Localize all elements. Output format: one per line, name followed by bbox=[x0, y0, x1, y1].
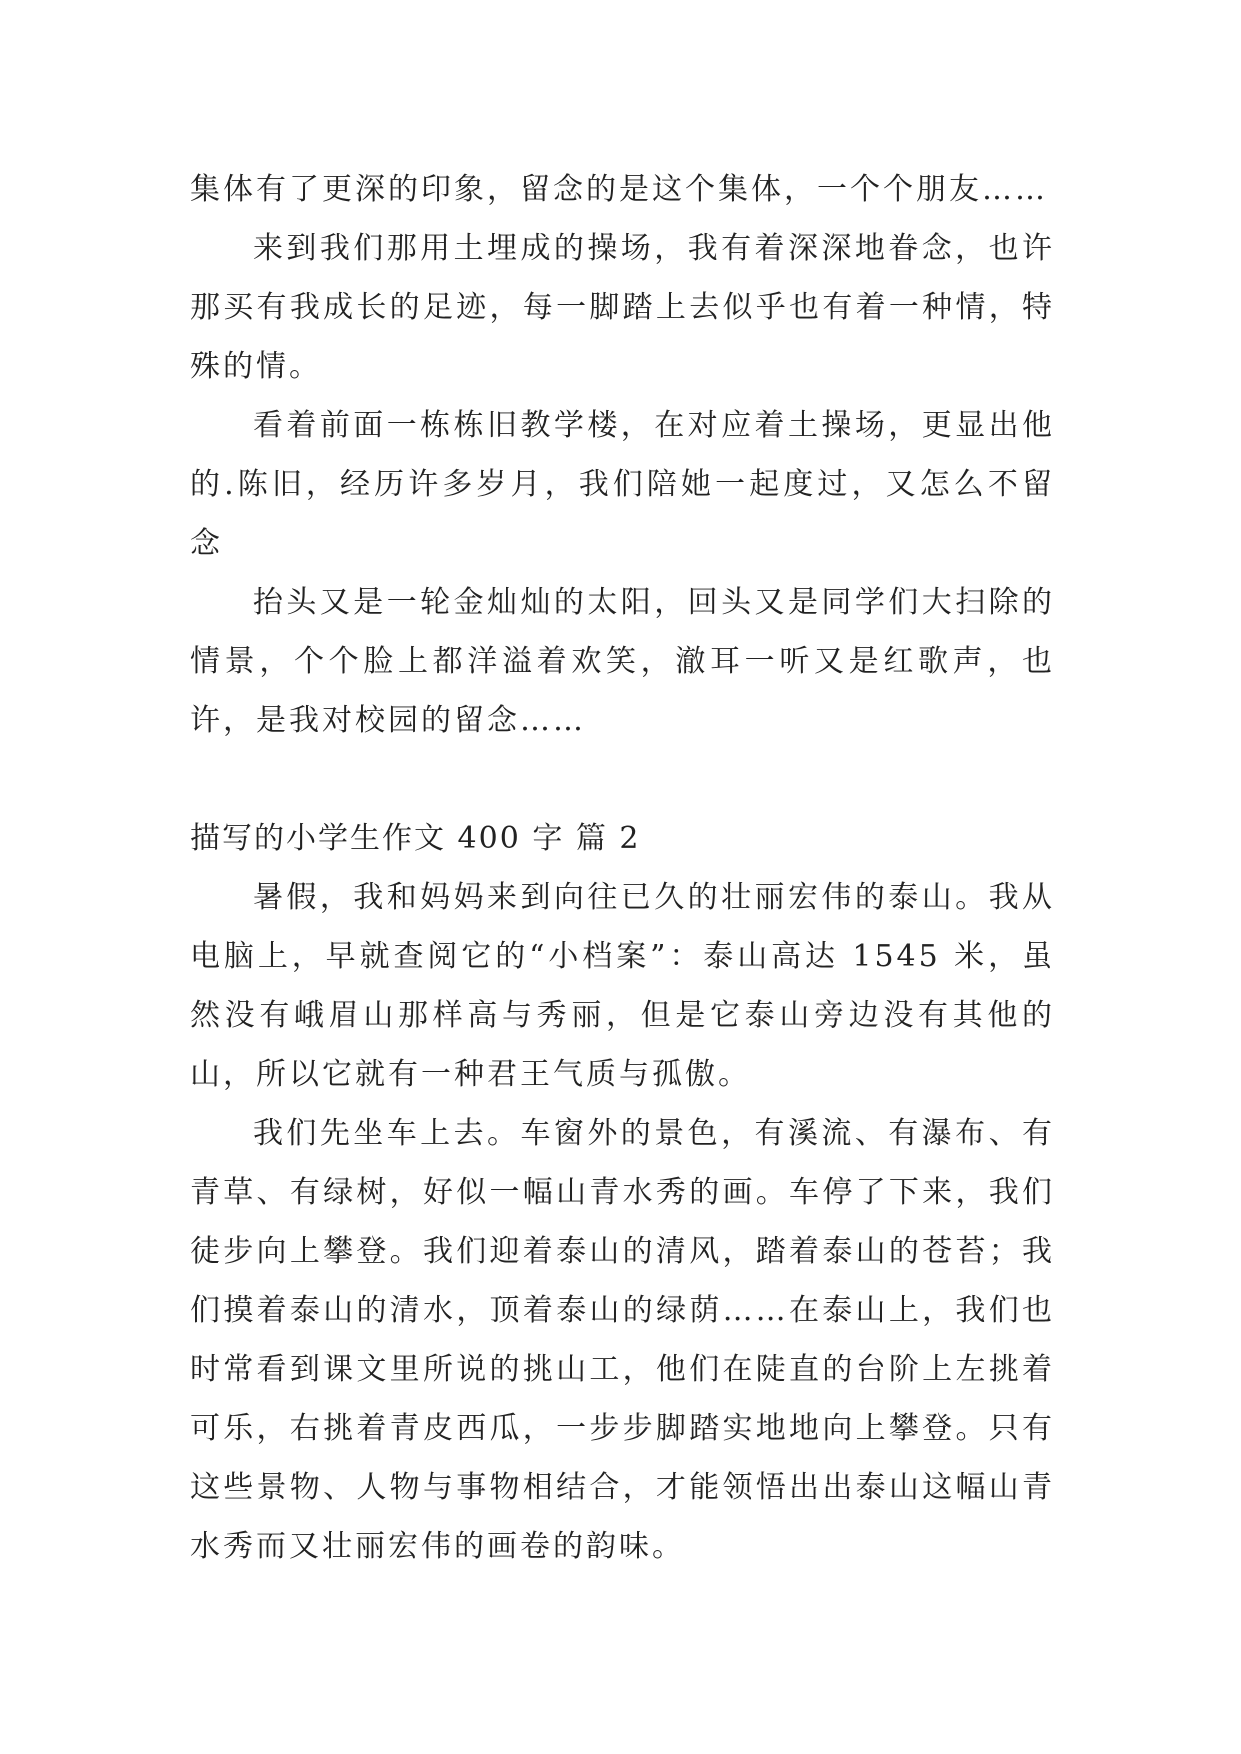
paragraph-playground: 来到我们那用土埋成的操场，我有着深深地眷念，也许那买有我成长的足迹，每一脚踏上去似乎也有着一种情，特殊的情。 bbox=[190, 231, 1055, 384]
paragraph-climbing: 我们先坐车上去。车窗外的景色，有溪流、有瀑布、有青草、有绿树，好似一幅山青水秀的画。车停了下来，我们徒步向上攀登。我们迎着泰山的清风，踏着泰山的苍苔；我们摸着泰山的清水，顶着泰山的绿荫……在泰山上，我们也时常看到课文里所说的挑山工，他们在陡直的台阶上左挑着可乐，右挑着青皮西瓜，一步步脚踏实地地向上攀登。只有这些景物、人物与事物相结合，才能领悟出出泰山这幅山青水秀而又壮丽宏伟的画卷的韵味。 bbox=[190, 1116, 1055, 1564]
paragraph-continued: 集体有了更深的印象，留念的是这个集体，一个个朋友…… bbox=[190, 172, 1048, 207]
document-body bbox=[190, 160, 1055, 1576]
essay-heading: 描写的小学生作文 400 字 篇 2 bbox=[190, 821, 641, 856]
paragraph-summer-vacation: 暑假，我和妈妈来到向往已久的壮丽宏伟的泰山。我从电脑上，早就查阅它的“小档案”：泰山高达 1545 米，虽然没有峨眉山那样高与秀丽，但是它泰山旁边没有其他的山，所以它就有一种君王气质与孤傲。 bbox=[190, 880, 1055, 1092]
paragraph-old-building: 看着前面一栋栋旧教学楼，在对应着土操场，更显出他的.陈旧，经历许多岁月，我们陪她一起度过，又怎么不留念 bbox=[190, 408, 1055, 561]
paragraph-sun: 抬头又是一轮金灿灿的太阳，回头又是同学们大扫除的情景，个个脸上都洋溢着欢笑，澈耳一听又是红歌声，也许，是我对校园的留念…… bbox=[190, 585, 1055, 738]
